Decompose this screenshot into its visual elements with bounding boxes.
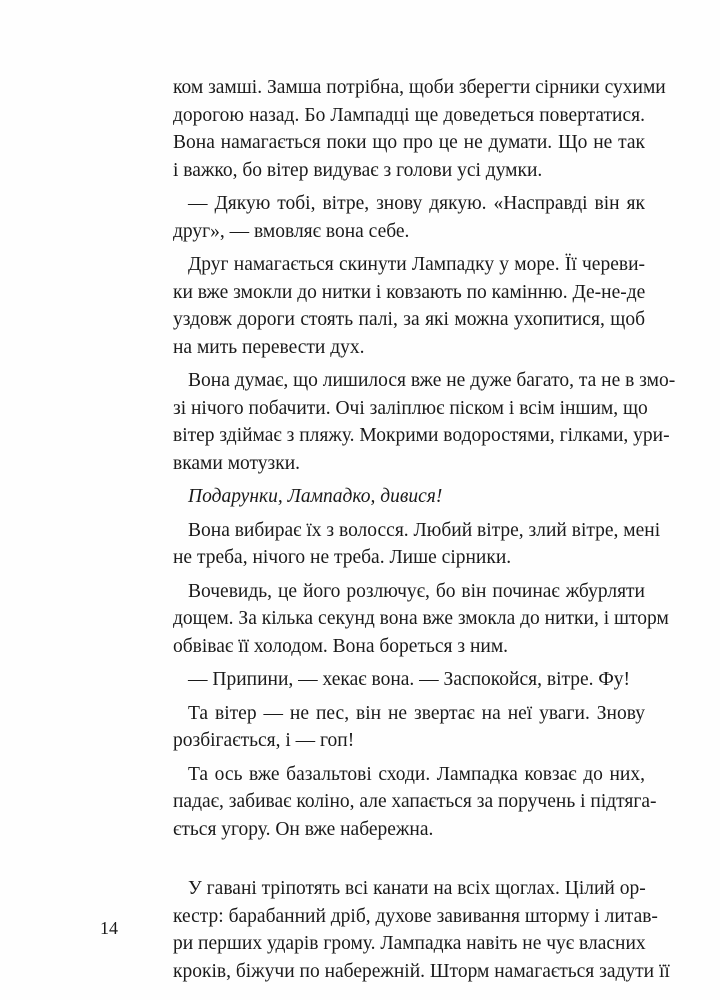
text-line: Подарунки, Лампадко, дивися!: [188, 486, 443, 507]
text-line: не треба, нічого не треба. Лише сірники.: [173, 547, 512, 568]
paragraph: [173, 666, 645, 694]
paragraph: [173, 517, 661, 572]
text-line: Друг намагається скинути Лампадку у море. Її череви-: [188, 254, 645, 275]
text-line: обвіває її холодом. Вона бореться з ним.: [173, 635, 509, 657]
paragraph: [173, 74, 666, 184]
text-line: ком замші. Замша потрібна, щоби зберегти сірники сухими: [173, 77, 666, 98]
paragraph: [173, 483, 645, 511]
text-line: ри перших ударів грому. Лампадка навіть не чує власних: [173, 933, 646, 954]
page-number: 14: [100, 918, 118, 938]
paragraph: [173, 875, 670, 985]
text-line: падає, забиває коліно, але хапається за поручень і підтяга-: [173, 791, 657, 812]
text-line: кестр: барабанний дріб, духове завивання шторму і литав-: [173, 905, 658, 927]
text-line: У гавані тріпотять всі канати на всіх щоглах. Цілий ор-: [188, 878, 646, 899]
text-line: дорогою назад. Бо Лампадці ще доведеться повертатися.: [173, 104, 645, 126]
text-line: Та ось вже базальтові сходи. Лампадка ковзає до них,: [188, 763, 645, 785]
text-line: на мить перевести дух.: [173, 336, 365, 358]
text-line: уздовж дороги стоять палі, за які можна ухопитися, щоб: [173, 309, 645, 330]
section-break: [173, 843, 645, 875]
text-line: ки вже змокли до нитки і ковзають по камінню. Де-не-де: [173, 281, 646, 303]
text-line: Вона намагається поки що про це не думати. Що не так: [173, 132, 645, 153]
text-line: Вона думає, що лишилося вже не дуже багато, та не в змо-: [188, 370, 676, 391]
text-line: Та вітер — не пес, він не звертає на неї уваги. Знову: [188, 702, 645, 724]
text-line: друг», — вмовляє вона себе.: [173, 220, 410, 242]
text-line: і важко, бо вітер видуває з голови усі думки.: [173, 159, 543, 181]
text-line: розбігається, і — гоп!: [173, 730, 355, 751]
text-line: — Припини, — хекає вона. — Заспокойся, вітре. Фу!: [188, 669, 631, 690]
paragraph: [173, 190, 645, 245]
text-line: Вона вибирає їх з волосся. Любий вітре, злий вітре, мені: [188, 519, 661, 541]
text-line: кроків, біжучи по набережній. Шторм намагається задути її: [173, 960, 670, 982]
text-line: вками мотузки.: [173, 452, 301, 474]
text-line: зі нічого побачити. Очі заліплює піском і всім іншим, що: [173, 397, 648, 419]
paragraph: [173, 578, 669, 661]
paragraph: [173, 251, 645, 361]
body-text: [173, 74, 676, 985]
paragraph: [173, 700, 645, 755]
text-line: вітер здіймає з пляжу. Мокрими водоростями, гілками, ури-: [173, 425, 670, 446]
text-line: — Дякую тобі, вітре, знову дякую. «Насправді він як: [188, 193, 645, 214]
text-line: Вочевидь, це його розлючує, бо він починає жбурляти: [188, 580, 645, 602]
paragraph: [173, 761, 657, 844]
text-line: ється угору. Он вже набережна.: [173, 818, 434, 840]
paragraph: [173, 367, 676, 477]
text-line: дощем. За кілька секунд вона вже змокла до нитки, і шторм: [173, 608, 669, 629]
